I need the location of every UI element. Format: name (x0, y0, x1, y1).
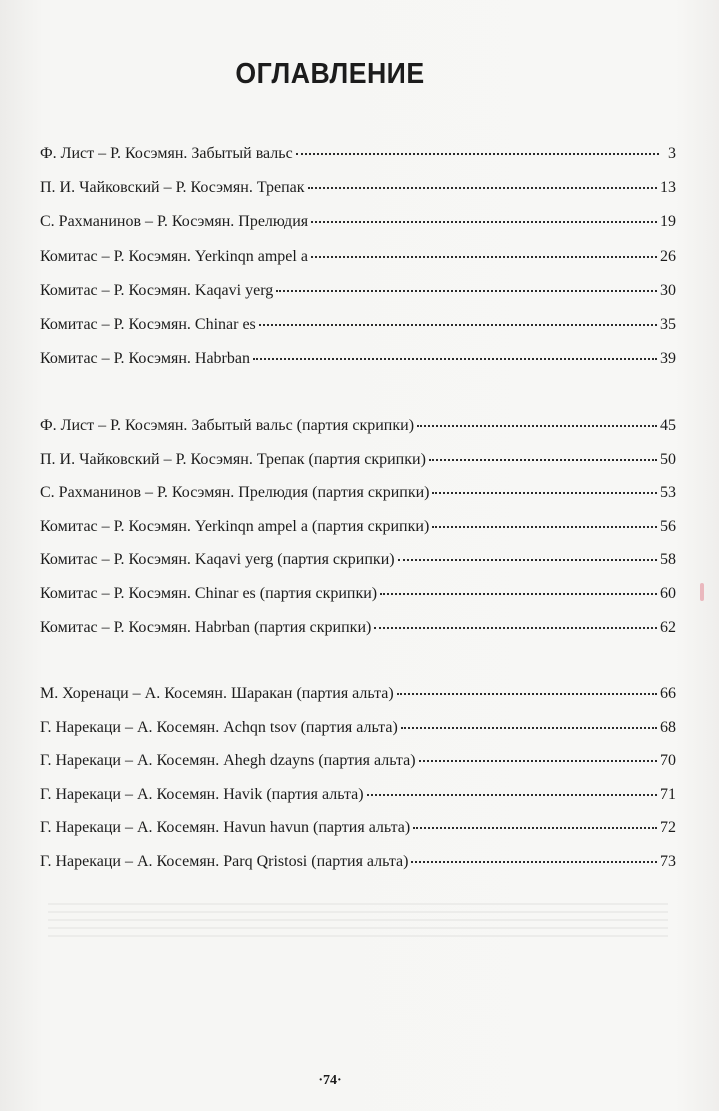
toc-entry: Ф. Лист – Р. Косэмян. Забытый вальс (партия скрипки) (40, 417, 415, 434)
toc-entry: Комитас – Р. Косэмян. Chinar es (40, 315, 256, 333)
toc-page-number: 35 (660, 315, 676, 333)
toc-row (40, 178, 676, 212)
toc-page-number: 58 (660, 551, 676, 569)
toc-row (40, 584, 676, 618)
dot-leader (367, 793, 657, 796)
dot-leader (419, 759, 657, 762)
toc-page-number: 45 (660, 417, 676, 434)
toc-entry: С. Рахманинов – Р. Косэмян. Прелюдия (партия скрипки) (40, 484, 430, 502)
dot-leader (417, 424, 657, 427)
toc-page-number: 26 (660, 247, 676, 265)
toc-entry: П. И. Чайковский – Р. Косэмян. Трепак (40, 179, 305, 197)
dot-leader (311, 255, 657, 258)
toc-page-number: 13 (660, 179, 676, 197)
toc-row (40, 212, 676, 246)
toc-entry: Г. Нарекаци – А. Косемян. Parq Qristosi (партия альта) (40, 852, 409, 870)
dot-leader (432, 491, 657, 494)
dot-leader (432, 525, 657, 528)
toc-row (40, 852, 676, 886)
paper-mark (700, 583, 704, 601)
page-title: ОГЛАВЛЕНИЕ (235, 58, 425, 90)
toc-row (40, 785, 676, 819)
dot-leader (296, 152, 659, 155)
toc-row (40, 718, 676, 752)
toc-page-number: 53 (660, 484, 676, 502)
toc-row (40, 349, 676, 383)
toc-page-number: 3 (668, 145, 676, 162)
toc-page-number: 71 (660, 785, 676, 803)
toc-row (40, 517, 676, 551)
dot-leader (413, 826, 657, 829)
toc-page-number: 62 (660, 618, 676, 636)
toc-entry: Комитас – Р. Косэмян. Habrban (партия скрипки) (40, 618, 372, 636)
dot-leader (311, 220, 657, 223)
toc-row (40, 618, 676, 652)
toc-row (40, 247, 676, 281)
toc-entry: Г. Нарекаци – А. Косемян. Havun havun (партия альта) (40, 819, 411, 837)
dot-leader (374, 626, 657, 629)
dot-leader (411, 860, 657, 863)
toc-entry: М. Хоренаци – А. Косемян. Шаракан (партия альта) (40, 685, 394, 702)
toc-entry: П. И. Чайковский – Р. Косэмян. Трепак (партия скрипки) (40, 450, 426, 468)
toc-entry: Комитас – Р. Косэмян. Chinar es (партия скрипки) (40, 584, 378, 602)
toc-group-3 (40, 684, 676, 886)
toc-group-1 (40, 144, 676, 383)
toc-page-number: 56 (660, 517, 676, 535)
toc-entry: Г. Нарекаци – А. Косемян. Achqn tsov (партия альта) (40, 718, 398, 736)
toc-entry: Комитас – Р. Косэмян. Habrban (40, 350, 250, 368)
toc-row (40, 144, 676, 178)
dot-leader (429, 458, 657, 461)
toc-row (40, 450, 676, 484)
toc-entry: Г. Нарекаци – А. Косемян. Havik (партия альта) (40, 785, 364, 803)
toc-row (40, 416, 676, 450)
toc-row (40, 684, 676, 718)
toc-page-number: 30 (660, 281, 676, 299)
toc-row (40, 751, 676, 785)
dot-leader (401, 726, 657, 729)
toc-entry: Г. Нарекаци – А. Косемян. Ahegh dzayns (партия альта) (40, 752, 416, 770)
toc-row (40, 483, 676, 517)
toc-entry: Комитас – Р. Косэмян. Yerkinqn ampel a (40, 247, 308, 265)
page-number: ·74· (318, 1073, 342, 1088)
toc-page-number: 73 (660, 852, 676, 870)
toc-row (40, 818, 676, 852)
dot-leader (380, 592, 657, 595)
toc-page-number: 70 (660, 752, 676, 770)
toc-page-number: 60 (660, 584, 676, 602)
toc-entry: Комитас – Р. Косэмян. Kaqavi yerg (40, 281, 274, 299)
show-through-staff-icon (48, 890, 668, 950)
toc-entry: С. Рахманинов – Р. Косэмян. Прелюдия (40, 213, 309, 231)
toc-page-number: 66 (660, 685, 676, 702)
toc-page-number: 19 (660, 213, 676, 231)
toc-page-number: 68 (660, 718, 676, 736)
toc-page-number: 72 (660, 819, 676, 837)
toc-page-number: 50 (660, 450, 676, 468)
dot-leader (276, 289, 657, 292)
dot-leader (308, 186, 657, 189)
toc-page-number: 39 (660, 350, 676, 368)
dot-leader (253, 357, 657, 360)
toc-row (40, 550, 676, 584)
toc-group-2 (40, 416, 676, 651)
toc-row (40, 281, 676, 315)
dot-leader (259, 323, 657, 326)
dot-leader (398, 558, 657, 561)
toc-entry: Комитас – Р. Косэмян. Kaqavi yerg (партия скрипки) (40, 551, 395, 569)
toc-row (40, 315, 676, 349)
dot-leader (397, 692, 657, 695)
toc-entry: Комитас – Р. Косэмян. Yerkinqn ampel a (партия скрипки) (40, 517, 430, 535)
toc-entry: Ф. Лист – Р. Косэмян. Забытый вальс (40, 145, 293, 162)
